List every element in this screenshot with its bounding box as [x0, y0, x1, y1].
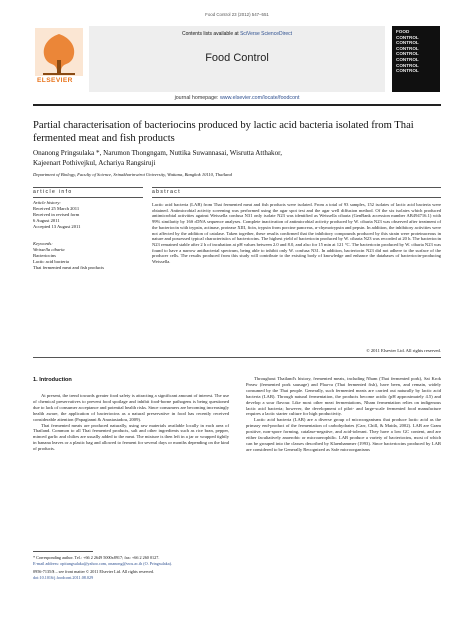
abstract-heading: abstract — [152, 189, 181, 195]
issn-line: 0956-7135/$ – see front matter © 2011 Elsevier Ltd. All rights reserved. — [33, 569, 155, 575]
email-address[interactable]: E-mail address: opitungsulaka@yahoo.com, onanong@swu.ac.th (O. Pringsulaka). — [33, 560, 173, 566]
journal-title: Food Control — [205, 52, 269, 64]
authors-line-2: Kajeenart Pothivejkul, Achariya Rangsiruji — [33, 158, 156, 167]
journal-banner — [89, 26, 385, 92]
elsevier-logo — [33, 26, 85, 92]
article-info-heading: article info — [33, 189, 73, 195]
footnote-rule — [33, 551, 93, 552]
sciencedirect-link[interactable]: SciVerse ScienceDirect — [240, 31, 293, 37]
keyword: Lactic acid bacteria — [33, 259, 69, 265]
keyword: Bacteriocins — [33, 253, 56, 259]
abstract-divider — [152, 197, 441, 198]
body-paragraph: Lactic acid bacteria (LAB) are a diverse group of microorganisms that produce lactic acid as the primary end-product of the fermentation of carbohydrates (Carr, Chill, & Maida, 2002). LAB are Gram positive, non-spore forming, catalase-negative, and acid-tolerant. They have a low GC content, and are either facultatively anaerobic or microaerophilic. LAB produce a variety of bacteriocins, most of which can be grouped into the classes described by Klaenhammer (1993). Since bacteriocins produced by LAB are considered to be Generally Recognized as Safe microorganisms — [246, 417, 441, 452]
contents-prefix: Contents lists available at — [181, 31, 239, 37]
footnotes — [33, 555, 233, 580]
abstract-bottom-rule — [33, 357, 441, 358]
cover-title-lines — [396, 29, 438, 74]
cover-title-line: FOOD — [396, 29, 410, 34]
history-line: Received in revised form — [33, 212, 80, 218]
header-rule — [33, 104, 441, 106]
homepage-prefix: journal homepage: — [174, 95, 219, 101]
journal-homepage — [89, 95, 385, 101]
abstract-rule — [152, 187, 441, 188]
authors-line-1: Onanong Pringsulaka *, Narumon Thongngam, Nuttika Suwannasai, Wisrutta Atthakor, — [33, 149, 282, 157]
copyright-line: © 2011 Elsevier Ltd. All rights reserved. — [366, 348, 441, 353]
cover-title-line: CONTROL — [396, 45, 419, 51]
cover-title-line: CONTROL — [396, 34, 419, 40]
article-info-rule — [33, 187, 143, 188]
keywords-heading: Keywords: — [33, 241, 53, 246]
body-paragraph: Throughout Thailand's history, fermented meats, including Nham (Thai fermented pork), Sai Krok Preaw (fermented pork sausage) and Plaa-ra (Thai fermented fish), have been, and remain, widely consumed by the Thai people. Generally, such fermented meats are carried out naturally by lactic acid bacteria (LAB). Through natural fermentation, the products become acidic (pH approximately 4.5) and develop a sour flavour. Like most other meat fermentations, Nham fermentation relies on indigenous lactic acid bacteria; however, the development of pilot- and large-scale fermented food manufacture requires a lactic starter culture for high productivity. — [246, 376, 441, 417]
affiliation: Department of Biology, Faculty of Science, Srinakharinwirot University, Wattana, Bangkok 10110, Thailand — [33, 172, 232, 177]
article-history — [33, 200, 143, 230]
doi-link[interactable]: doi:10.1016/j.foodcont.2011.08.029 — [33, 574, 94, 580]
cover-title-line: CONTROL — [396, 68, 419, 74]
publisher-logo-text: ELSEVIER — [37, 77, 73, 84]
article-title: Partial characterisation of bacteriocins produced by lactic acid bacteria isolated from Thai fermented meat and fish products — [33, 120, 414, 144]
keywords — [33, 241, 145, 271]
journal-citation: Food Control 23 (2012) 547–551 — [205, 12, 269, 17]
section-heading: 1. Introduction — [33, 377, 72, 383]
contents-availability — [89, 31, 385, 37]
cover-title-line: CONTROL — [396, 62, 419, 68]
right-column — [246, 376, 441, 453]
article-info-divider — [33, 197, 143, 198]
abstract-text: Lactic acid bacteria (LAB) from Thai fermented meat and fish products were isolated. From a total of 93 samples, 152 isolates of lactic acid bacteria were obtained. Antimicrobial activity screening was performed using the agar spot test and the agar well diffusion method. Of the six isolates which produced antimicrobial activities against Weissella confusa N31 only isolate N23 was identified as Weissella cibaria (GenBank accession number AB494716.1) with 99% similarity by 16S rDNA sequence analyses. Complete inactivation of antimicrobial activity produced by W. cibaria N23 was observed after treatment of the bacteriocin with trypsin, actinase, protease XIII, ficin, trypsin from porcine pancreas, α-chymotrypsin and pepsin. In addition, the inhibitory activities were not affected by the addition of catalase. Taken together, these results confirmed that the inhibitory compounds produced by this strain were proteinaceous in nature and possessed typical characteristics of bacteriocins. The highest yield of bacteriocin produced by W. cibaria N23 was recorded at 20 h. The bacteriocin N23 remained stable after 2 h of incubation at pH values between 2.0 and 8.0, and also for 15 min at 121 °C. The bacteriocin produced by W. cibaria N23 was found to have a narrow antibacterial spectrum, being able to inhibit only W. confusa N31. In addition, bacteriocin N23 did not adhere to the surface of the producer cells. The results produced from this study will contribute to the existing body of knowledge and enhance the databases of bacteriocin-producing Weissella. — [152, 202, 441, 265]
cover-title-line: CONTROL — [396, 56, 419, 62]
corresponding-author-note: * Corresponding author. Tel.: +66 2 2649 5000x8917; fax: +66 2 260 0127. — [33, 555, 160, 560]
journal-cover — [392, 26, 440, 92]
history-line: Received 25 March 2011 — [33, 206, 80, 212]
left-column — [33, 393, 229, 452]
body-paragraph: Thai fermented meats are produced naturally, using raw materials available locally in each area of Thailand. Common to all Thai fermented products, salt and other ingredients such as rice bran, pepper, minced garlic and chilies are usually added to the meat. The mixture is then left in a jar or wrapped tightly in banana leaves or a plastic bag and allowed to ferment for several days or months depending on the kind of products. — [33, 422, 229, 452]
cover-title-line: CONTROL — [396, 51, 419, 57]
cover-title-line: CONTROL — [396, 40, 419, 46]
history-line: 6 August 2011 — [33, 218, 60, 224]
history-line: Accepted 13 August 2011 — [33, 224, 81, 230]
body-paragraph: At present, the trend towards greater food safety is attracting a significant amount of interest. The use of chemical preservatives to prevent food spoilage and inhibit food-borne pathogens is being questioned due to lack of consumer acceptance and potential health risks. Since consumers are becoming increasingly health aware, the application of bacteriocins as a natural preservative in food has recently received considerable attention (Papagianni & Anastasiadou, 2009). — [33, 393, 229, 422]
history-heading: Article history: — [33, 200, 61, 205]
keyword: Thai fermented meat and fish products — [33, 265, 105, 271]
author-list — [33, 149, 441, 168]
keyword: Weissella cibaria — [33, 247, 65, 253]
homepage-link[interactable]: www.elsevier.com/locate/foodcont — [219, 95, 300, 101]
